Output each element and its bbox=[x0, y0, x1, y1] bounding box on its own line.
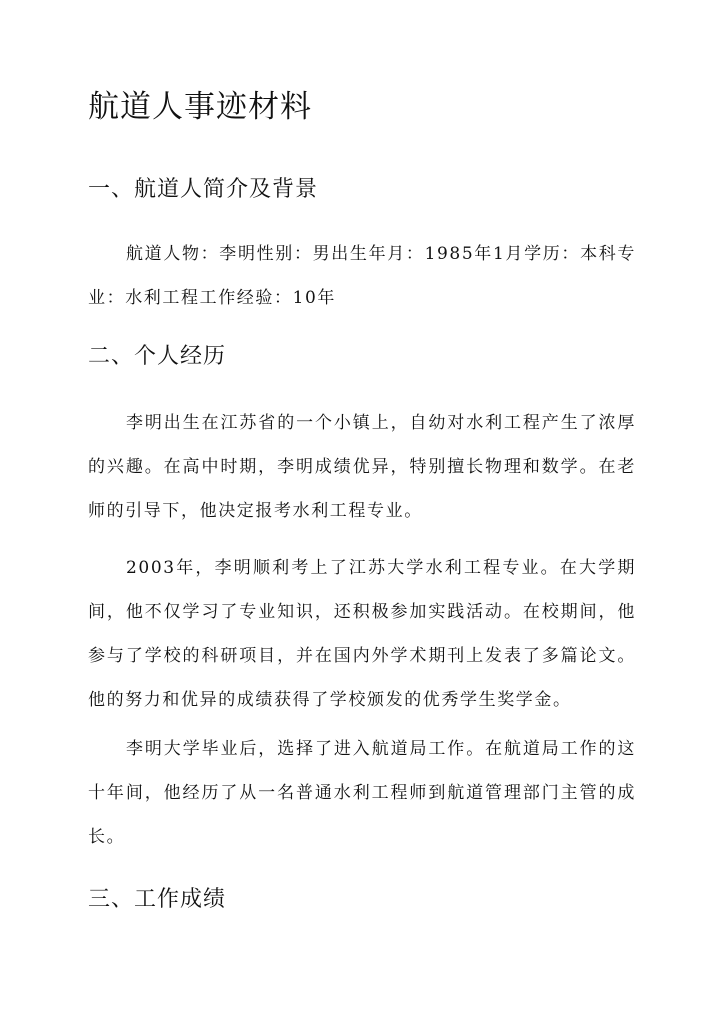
experience-paragraph-3: 李明大学毕业后，选择了进入航道局工作。在航道局工作的这十年间，他经历了从一名普通水利工程师到航道管理部门主管的成长。 bbox=[88, 739, 636, 847]
section-heading-profile: 一、航道人简介及背景 bbox=[88, 177, 319, 202]
document-title: 航道人事迹材料 bbox=[88, 89, 312, 125]
profile-paragraph: 航道人物：李明性别：男出生年月：1985年1月学历：本科专业：水利工程工作经验：10年 bbox=[88, 244, 636, 308]
experience-paragraph-1: 李明出生在江苏省的一个小镇上，自幼对水利工程产生了浓厚的兴趣。在高中时期，李明成绩优异，特别擅长物理和数学。在老师的引导下，他决定报考水利工程专业。 bbox=[88, 413, 636, 521]
experience-paragraph-2: 2003年，李明顺利考上了江苏大学水利工程专业。在大学期间，他不仅学习了专业知识，还积极参加实践活动。在校期间，他参与了学校的科研项目，并在国内外学术期刊上发表了多篇论文。他的努力和优异的成绩获得了学校颁发的优秀学生奖学金。 bbox=[88, 558, 636, 710]
section-heading-experience: 二、个人经历 bbox=[88, 344, 227, 369]
section-heading-achievements: 三、工作成绩 bbox=[88, 887, 227, 912]
